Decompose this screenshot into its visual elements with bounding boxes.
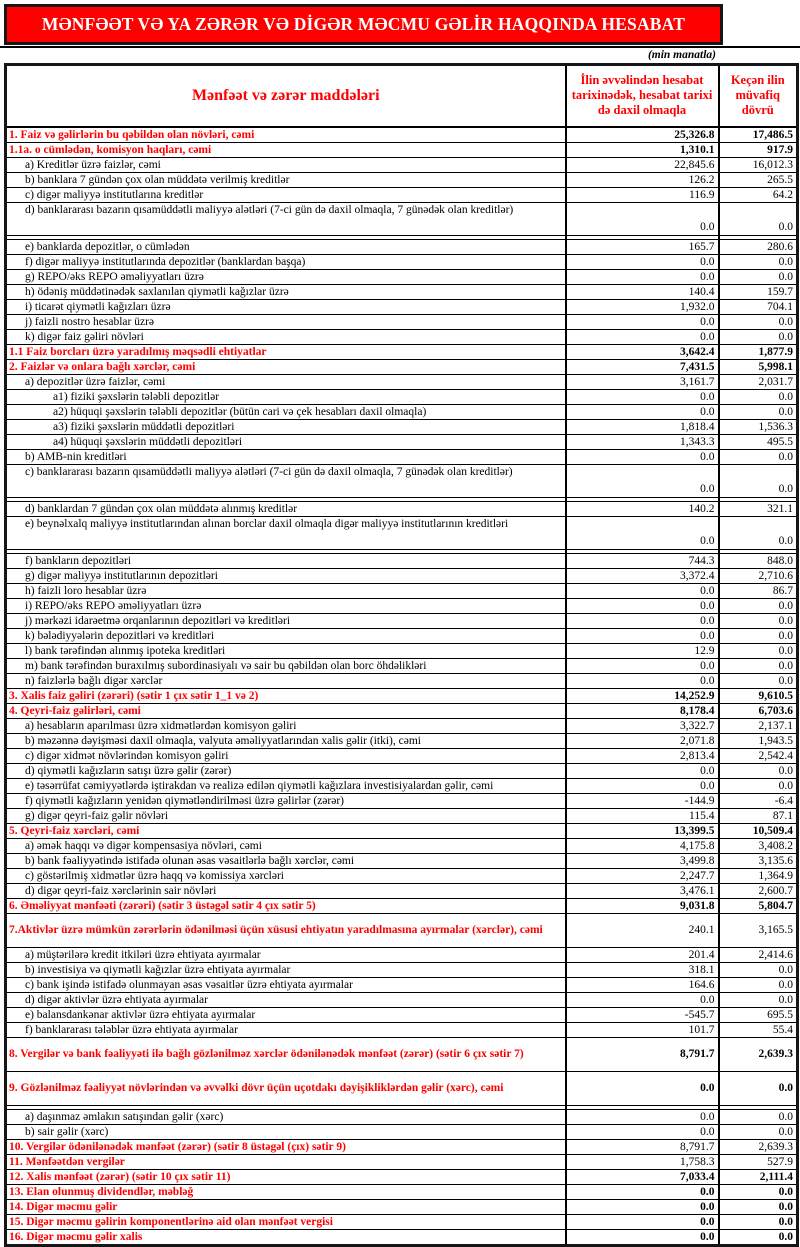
row-value-previous: 0.0 <box>719 962 798 977</box>
row-value-previous: 0.0 <box>719 778 798 793</box>
table-row <box>6 947 798 962</box>
table-row <box>6 359 798 374</box>
row-value-current: -144.9 <box>566 793 719 808</box>
table-row <box>6 269 798 284</box>
table-row <box>6 853 798 868</box>
row-value-previous: 17,486.5 <box>719 127 798 143</box>
row-value-previous: 848.0 <box>719 553 798 568</box>
row-label: 7.Aktivlər üzrə mümkün zərərlərin ödənilməsi üçün xüsusi ehtiyatın yaradılmasına ayırmalar (xərclər), cəmi <box>6 913 566 947</box>
table-row <box>6 673 798 688</box>
row-value-previous: 2,542.4 <box>719 748 798 763</box>
row-label: 11. Mənfəətdən vergilər <box>6 1154 566 1169</box>
table-row <box>6 501 798 516</box>
row-label: i) REPO/əks REPO əməliyyatları üzrə <box>6 598 566 613</box>
row-value-previous: 2,600.7 <box>719 883 798 898</box>
row-label: e) balansdankənar aktivlər üzrə ehtiyata ayırmalar <box>6 1007 566 1022</box>
row-value-previous: 2,111.4 <box>719 1169 798 1184</box>
table-row <box>6 703 798 718</box>
row-value-current: 2,813.4 <box>566 748 719 763</box>
row-label: 8. Vergilər və bank fəaliyyəti ilə bağlı gözlənilməz xərclər ödənilənədək mənfəət (zərər) (sətir 6 çıx sətir 7) <box>6 1037 566 1071</box>
row-value-previous: 5,998.1 <box>719 359 798 374</box>
row-value-current: 0.0 <box>566 658 719 673</box>
row-value-current: 3,161.7 <box>566 374 719 389</box>
table-row <box>6 838 798 853</box>
row-value-previous: -6.4 <box>719 793 798 808</box>
table-row <box>6 187 798 202</box>
row-label: 2. Faizlər və onlara bağlı xərclər, cəmi <box>6 359 566 374</box>
row-value-previous: 0.0 <box>719 1124 798 1139</box>
row-value-current: 1,310.1 <box>566 142 719 157</box>
column-header-items: Mənfəət və zərər maddələri <box>6 65 566 127</box>
table-row <box>6 613 798 628</box>
row-value-previous: 0.0 <box>719 1109 798 1124</box>
row-value-previous: 87.1 <box>719 808 798 823</box>
row-value-current: 116.9 <box>566 187 719 202</box>
row-value-current: 126.2 <box>566 172 719 187</box>
row-label: b) investisiya və qiymətli kağızlar üzrə ehtiyata ayırmalar <box>6 962 566 977</box>
row-label: c) banklararası bazarın qısamüddətli maliyyə alətləri (7-ci gün də daxil olmaqla, 7 günədək olan kreditlər) <box>6 464 566 497</box>
table-row <box>6 763 798 778</box>
row-value-previous: 3,135.6 <box>719 853 798 868</box>
row-value-current: 0.0 <box>566 464 719 497</box>
row-value-previous: 2,414.6 <box>719 947 798 962</box>
row-value-previous: 321.1 <box>719 501 798 516</box>
row-value-previous: 55.4 <box>719 1022 798 1037</box>
row-label: e) banklarda depozitlər, o cümlədən <box>6 239 566 254</box>
row-value-previous: 0.0 <box>719 1229 798 1245</box>
row-value-current: 115.4 <box>566 808 719 823</box>
row-label: 10. Vergilər ödənilənədək mənfəət (zərər) (sətir 8 üstəgəl (çıx) sətir 9) <box>6 1139 566 1154</box>
table-row <box>6 434 798 449</box>
row-value-current: 2,071.8 <box>566 733 719 748</box>
row-label: a3) fiziki şəxslərin müddətli depozitləri <box>6 419 566 434</box>
row-label: f) banklararası tələblər üzrə ehtiyata ayırmalar <box>6 1022 566 1037</box>
row-label: a) müştərilərə kredit itkiləri üzrə ehtiyata ayırmalar <box>6 947 566 962</box>
table-row <box>6 883 798 898</box>
row-value-current: 140.2 <box>566 501 719 516</box>
row-value-current: 12.9 <box>566 643 719 658</box>
row-label: e) təsərrüfat cəmiyyətlərdə iştirakdan və realizə edilən qiymətli kağızlara investisiyalardan gəlir, cəmi <box>6 778 566 793</box>
table-row <box>6 374 798 389</box>
table-row <box>6 516 798 549</box>
row-label: a) hesabların aparılması üzrə xidmətlərdən komisyon gəliri <box>6 718 566 733</box>
row-value-current: 0.0 <box>566 1071 719 1105</box>
row-value-previous: 0.0 <box>719 977 798 992</box>
table-row <box>6 1022 798 1037</box>
row-value-previous: 0.0 <box>719 1184 798 1199</box>
row-value-previous: 0.0 <box>719 643 798 658</box>
row-label: b) sair gəlir (xərc) <box>6 1124 566 1139</box>
table-row <box>6 464 798 497</box>
row-value-previous: 495.5 <box>719 434 798 449</box>
row-value-current: 0.0 <box>566 778 719 793</box>
row-value-current: 0.0 <box>566 1199 719 1214</box>
row-value-current: 8,791.7 <box>566 1139 719 1154</box>
row-label: e) beynəlxalq maliyyə institutlarından alınan borclar daxil olmaqla digər maliyyə institutlarının kreditləri <box>6 516 566 549</box>
row-value-current: 140.4 <box>566 284 719 299</box>
table-row <box>6 962 798 977</box>
row-value-previous: 0.0 <box>719 1071 798 1105</box>
row-value-previous: 695.5 <box>719 1007 798 1022</box>
row-value-current: 0.0 <box>566 389 719 404</box>
row-value-previous: 704.1 <box>719 299 798 314</box>
row-value-current: 2,247.7 <box>566 868 719 883</box>
row-value-previous: 280.6 <box>719 239 798 254</box>
row-value-previous: 1,943.5 <box>719 733 798 748</box>
row-label: f) digər maliyyə institutlarında depozitlər (banklardan başqa) <box>6 254 566 269</box>
table-row <box>6 142 798 157</box>
row-value-previous: 917.9 <box>719 142 798 157</box>
row-label: k) digər faiz gəliri növləri <box>6 329 566 344</box>
row-label: j) faizli nostro hesablar üzrə <box>6 314 566 329</box>
row-value-current: 8,178.4 <box>566 703 719 718</box>
table-row <box>6 299 798 314</box>
row-value-current: 8,791.7 <box>566 1037 719 1071</box>
row-value-previous: 0.0 <box>719 329 798 344</box>
row-label: f) qiymətli kağızların yenidən qiymətləndirilməsi üzrə gəlirlər (zərər) <box>6 793 566 808</box>
row-value-previous: 3,165.5 <box>719 913 798 947</box>
row-label: g) digər maliyyə institutlarının depozitləri <box>6 568 566 583</box>
row-label: 13. Elan olunmuş dividendlər, məbləğ <box>6 1184 566 1199</box>
row-value-current: 0.0 <box>566 449 719 464</box>
row-label: a2) hüquqi şəxslərin tələbli depozitlər (bütün cari və çek hesabları daxil olmaqla) <box>6 404 566 419</box>
row-label: 1. Faiz və gəlirlərin bu qəbildən olan növləri, cəmi <box>6 127 566 143</box>
row-value-previous: 16,012.3 <box>719 157 798 172</box>
row-value-previous: 0.0 <box>719 404 798 419</box>
row-value-current: 1,758.3 <box>566 1154 719 1169</box>
row-value-current: 0.0 <box>566 1109 719 1124</box>
table-row <box>6 1007 798 1022</box>
row-value-previous: 0.0 <box>719 628 798 643</box>
row-value-previous: 0.0 <box>719 389 798 404</box>
row-value-previous: 6,703.6 <box>719 703 798 718</box>
table-row <box>6 748 798 763</box>
row-value-previous: 0.0 <box>719 763 798 778</box>
row-label: a) əmək haqqı və digər kompensasiya növləri, cəmi <box>6 838 566 853</box>
table-row <box>6 643 798 658</box>
table-row <box>6 977 798 992</box>
row-value-previous: 0.0 <box>719 314 798 329</box>
row-value-previous: 0.0 <box>719 1199 798 1214</box>
row-value-previous: 2,639.3 <box>719 1037 798 1071</box>
table-row <box>6 598 798 613</box>
row-value-current: 0.0 <box>566 1229 719 1245</box>
row-value-previous: 0.0 <box>719 658 798 673</box>
table-row <box>6 419 798 434</box>
row-value-current: 0.0 <box>566 254 719 269</box>
row-label: f) bankların depozitləri <box>6 553 566 568</box>
table-row <box>6 793 798 808</box>
report-page <box>0 4 800 1247</box>
table-row <box>6 1037 798 1071</box>
row-label: 14. Digər məcmu gəlir <box>6 1199 566 1214</box>
table-row <box>6 688 798 703</box>
row-value-previous: 2,031.7 <box>719 374 798 389</box>
table-row <box>6 553 798 568</box>
row-value-current: 1,343.3 <box>566 434 719 449</box>
row-value-previous: 0.0 <box>719 516 798 549</box>
column-header-previous-period: Keçən ilin müvafiq dövrü <box>719 65 798 127</box>
table-row <box>6 314 798 329</box>
row-value-previous: 527.9 <box>719 1154 798 1169</box>
row-value-current: -545.7 <box>566 1007 719 1022</box>
table-row <box>6 1184 798 1199</box>
table-row <box>6 239 798 254</box>
table-row <box>6 628 798 643</box>
row-value-current: 240.1 <box>566 913 719 947</box>
row-value-previous: 5,804.7 <box>719 898 798 913</box>
row-value-current: 1,932.0 <box>566 299 719 314</box>
row-value-current: 25,326.8 <box>566 127 719 143</box>
table-row <box>6 823 798 838</box>
row-value-current: 0.0 <box>566 202 719 235</box>
table-row <box>6 284 798 299</box>
table-row <box>6 449 798 464</box>
row-value-previous: 0.0 <box>719 613 798 628</box>
row-label: b) AMB-nin kreditləri <box>6 449 566 464</box>
row-value-current: 0.0 <box>566 673 719 688</box>
row-value-previous: 1,536.3 <box>719 419 798 434</box>
table-row <box>6 202 798 235</box>
row-label: l) bank tərəfindən alınmış ipoteka kreditləri <box>6 643 566 658</box>
row-value-previous: 0.0 <box>719 673 798 688</box>
row-value-current: 0.0 <box>566 516 719 549</box>
row-value-current: 101.7 <box>566 1022 719 1037</box>
row-value-current: 0.0 <box>566 1184 719 1199</box>
row-value-current: 1,818.4 <box>566 419 719 434</box>
row-value-current: 7,431.5 <box>566 359 719 374</box>
row-label: 9. Gözlənilməz fəaliyyət növlərindən və əvvəlki dövr üçün uçotdakı dəyişikliklərdən gəlir (xərc), cəmi <box>6 1071 566 1105</box>
income-statement-table <box>4 63 799 1247</box>
table-row <box>6 733 798 748</box>
row-label: a1) fiziki şəxslərin tələbli depozitlər <box>6 389 566 404</box>
row-value-current: 318.1 <box>566 962 719 977</box>
table-row <box>6 808 798 823</box>
row-value-current: 0.0 <box>566 314 719 329</box>
row-label: b) məzənnə dəyişməsi daxil olmaqla, valyuta əməliyyatlarından xalis gəlir (itki), cəmi <box>6 733 566 748</box>
row-label: d) banklararası bazarın qısamüddətli maliyyə alətləri (7-ci gün də daxil olmaqla, 7 günədək olan kreditlər) <box>6 202 566 235</box>
table-row <box>6 344 798 359</box>
table-row <box>6 157 798 172</box>
table-row <box>6 1109 798 1124</box>
table-row <box>6 913 798 947</box>
row-value-current: 7,033.4 <box>566 1169 719 1184</box>
row-value-previous: 0.0 <box>719 254 798 269</box>
row-label: m) bank tərəfindən buraxılmış subordinasiyalı və sair bu qəbildən olan borc öhdəlikləri <box>6 658 566 673</box>
table-row <box>6 1124 798 1139</box>
row-label: 15. Digər məcmu gəlirin komponentlərinə aid olan mənfəət vergisi <box>6 1214 566 1229</box>
row-value-current: 22,845.6 <box>566 157 719 172</box>
table-row <box>6 1229 798 1245</box>
row-value-previous: 2,710.6 <box>719 568 798 583</box>
row-value-current: 0.0 <box>566 598 719 613</box>
row-value-previous: 2,639.3 <box>719 1139 798 1154</box>
row-label: i) ticarət qiymətli kağızları üzrə <box>6 299 566 314</box>
row-label: h) ödəniş müddətinədək saxlanılan qiymətli kağızlar üzrə <box>6 284 566 299</box>
row-value-current: 165.7 <box>566 239 719 254</box>
table-row <box>6 254 798 269</box>
table-row <box>6 1199 798 1214</box>
row-value-current: 4,175.8 <box>566 838 719 853</box>
row-value-previous: 0.0 <box>719 202 798 235</box>
row-label: h) faizli loro hesablar üzrə <box>6 583 566 598</box>
table-body <box>6 127 798 1246</box>
row-label: a) depozitlər üzrə faizlər, cəmi <box>6 374 566 389</box>
table-row <box>6 329 798 344</box>
row-label: 12. Xalis mənfəət (zərər) (sətir 10 çıx sətir 11) <box>6 1169 566 1184</box>
row-value-current: 0.0 <box>566 628 719 643</box>
row-label: 5. Qeyri-faiz xərcləri, cəmi <box>6 823 566 838</box>
row-value-current: 0.0 <box>566 404 719 419</box>
row-label: g) digər qeyri-faiz gəlir növləri <box>6 808 566 823</box>
row-value-current: 3,499.8 <box>566 853 719 868</box>
row-label: 1.1 Faiz borcları üzrə yaradılmış məqsədli ehtiyatlar <box>6 344 566 359</box>
table-row <box>6 568 798 583</box>
row-value-current: 0.0 <box>566 1124 719 1139</box>
table-header <box>6 65 798 127</box>
report-title-banner <box>4 4 723 45</box>
row-label: j) mərkəzi idarəetmə orqanlarının depozitləri və kreditləri <box>6 613 566 628</box>
row-value-current: 3,642.4 <box>566 344 719 359</box>
row-label: a4) hüquqi şəxslərin müddətli depozitləri <box>6 434 566 449</box>
row-value-current: 3,476.1 <box>566 883 719 898</box>
table-row <box>6 1214 798 1229</box>
table-row <box>6 718 798 733</box>
page-title: MƏNFƏƏT VƏ YA ZƏRƏR VƏ DİGƏR MƏCMU GƏLİR HAQQINDA HESABAT <box>41 14 686 34</box>
row-label: b) bank fəaliyyətində istifadə olunan əsas vəsaitlərlə bağlı xərclər, cəmi <box>6 853 566 868</box>
row-label: c) digər xidmət növlərindən komisyon gəliri <box>6 748 566 763</box>
row-value-previous: 0.0 <box>719 269 798 284</box>
row-value-current: 9,031.8 <box>566 898 719 913</box>
row-value-previous: 0.0 <box>719 449 798 464</box>
table-row <box>6 172 798 187</box>
row-label: a) daşınmaz əmlakın satışından gəlir (xərc) <box>6 1109 566 1124</box>
table-row <box>6 389 798 404</box>
row-label: k) bələdiyyələrin depozitləri və kreditləri <box>6 628 566 643</box>
table-row <box>6 127 798 143</box>
row-label: d) qiymətli kağızların satışı üzrə gəlir (zərər) <box>6 763 566 778</box>
row-value-previous: 1,877.9 <box>719 344 798 359</box>
row-value-previous: 3,408.2 <box>719 838 798 853</box>
column-header-current-period: İlin əvvəlindən hesabat tarixinədək, hesabat tarixi də daxil olmaqla <box>566 65 719 127</box>
table-row <box>6 658 798 673</box>
table-row <box>6 868 798 883</box>
row-value-current: 3,322.7 <box>566 718 719 733</box>
row-label: c) göstərilmiş xidmətlər üzrə haqq və komissiya xərcləri <box>6 868 566 883</box>
row-value-current: 0.0 <box>566 1214 719 1229</box>
row-value-previous: 64.2 <box>719 187 798 202</box>
row-value-current: 164.6 <box>566 977 719 992</box>
row-label: b) banklara 7 gündən çox olan müddətə verilmiş kreditlər <box>6 172 566 187</box>
table-row <box>6 898 798 913</box>
row-value-current: 0.0 <box>566 613 719 628</box>
row-value-previous: 159.7 <box>719 284 798 299</box>
row-value-previous: 0.0 <box>719 598 798 613</box>
row-value-current: 0.0 <box>566 763 719 778</box>
table-row <box>6 1071 798 1105</box>
table-row <box>6 1154 798 1169</box>
row-label: 16. Digər məcmu gəlir xalis <box>6 1229 566 1245</box>
row-value-previous: 9,610.5 <box>719 688 798 703</box>
row-label: g) REPO/əks REPO əməliyyatları üzrə <box>6 269 566 284</box>
table-row <box>6 992 798 1007</box>
row-value-previous: 0.0 <box>719 1214 798 1229</box>
table-row <box>6 404 798 419</box>
table-row <box>6 778 798 793</box>
row-value-current: 0.0 <box>566 992 719 1007</box>
header-row <box>6 65 798 127</box>
row-value-current: 201.4 <box>566 947 719 962</box>
row-label: d) digər aktivlər üzrə ehtiyata ayırmalar <box>6 992 566 1007</box>
row-label: 6. Əməliyyat mənfəəti (zərəri) (sətir 3 üstəgəl sətir 4 çıx sətir 5) <box>6 898 566 913</box>
table-row <box>6 1139 798 1154</box>
row-value-current: 14,252.9 <box>566 688 719 703</box>
table-row <box>6 1169 798 1184</box>
row-value-previous: 0.0 <box>719 464 798 497</box>
row-label: n) faizlərlə bağlı digər xərclər <box>6 673 566 688</box>
row-label: 1.1a. o cümlədən, komisyon haqları, cəmi <box>6 142 566 157</box>
row-value-previous: 10,509.4 <box>719 823 798 838</box>
row-label: a) Kreditlər üzrə faizlər, cəmi <box>6 157 566 172</box>
row-label: d) digər qeyri-faiz xərclərinin sair növləri <box>6 883 566 898</box>
row-label: 3. Xalis faiz gəliri (zərəri) (sətir 1 çıx sətir 1_1 və 2) <box>6 688 566 703</box>
row-value-current: 0.0 <box>566 269 719 284</box>
row-label: 4. Qeyri-faiz gəlirləri, cəmi <box>6 703 566 718</box>
row-label: d) banklardan 7 gündən çox olan müddətə alınmış kreditlər <box>6 501 566 516</box>
table-row <box>6 583 798 598</box>
row-value-previous: 2,137.1 <box>719 718 798 733</box>
row-label: c) bank işində istifadə olunmayan əsas vəsaitlər üzrə ehtiyata ayırmalar <box>6 977 566 992</box>
unit-note: (min manatla) <box>647 49 716 61</box>
row-value-current: 744.3 <box>566 553 719 568</box>
row-value-current: 13,399.5 <box>566 823 719 838</box>
row-value-previous: 265.5 <box>719 172 798 187</box>
row-label: c) digər maliyyə institutlarına kreditlər <box>6 187 566 202</box>
row-value-current: 0.0 <box>566 329 719 344</box>
row-value-current: 0.0 <box>566 583 719 598</box>
row-value-current: 3,372.4 <box>566 568 719 583</box>
row-value-previous: 86.7 <box>719 583 798 598</box>
row-value-previous: 0.0 <box>719 992 798 1007</box>
row-value-previous: 1,364.9 <box>719 868 798 883</box>
